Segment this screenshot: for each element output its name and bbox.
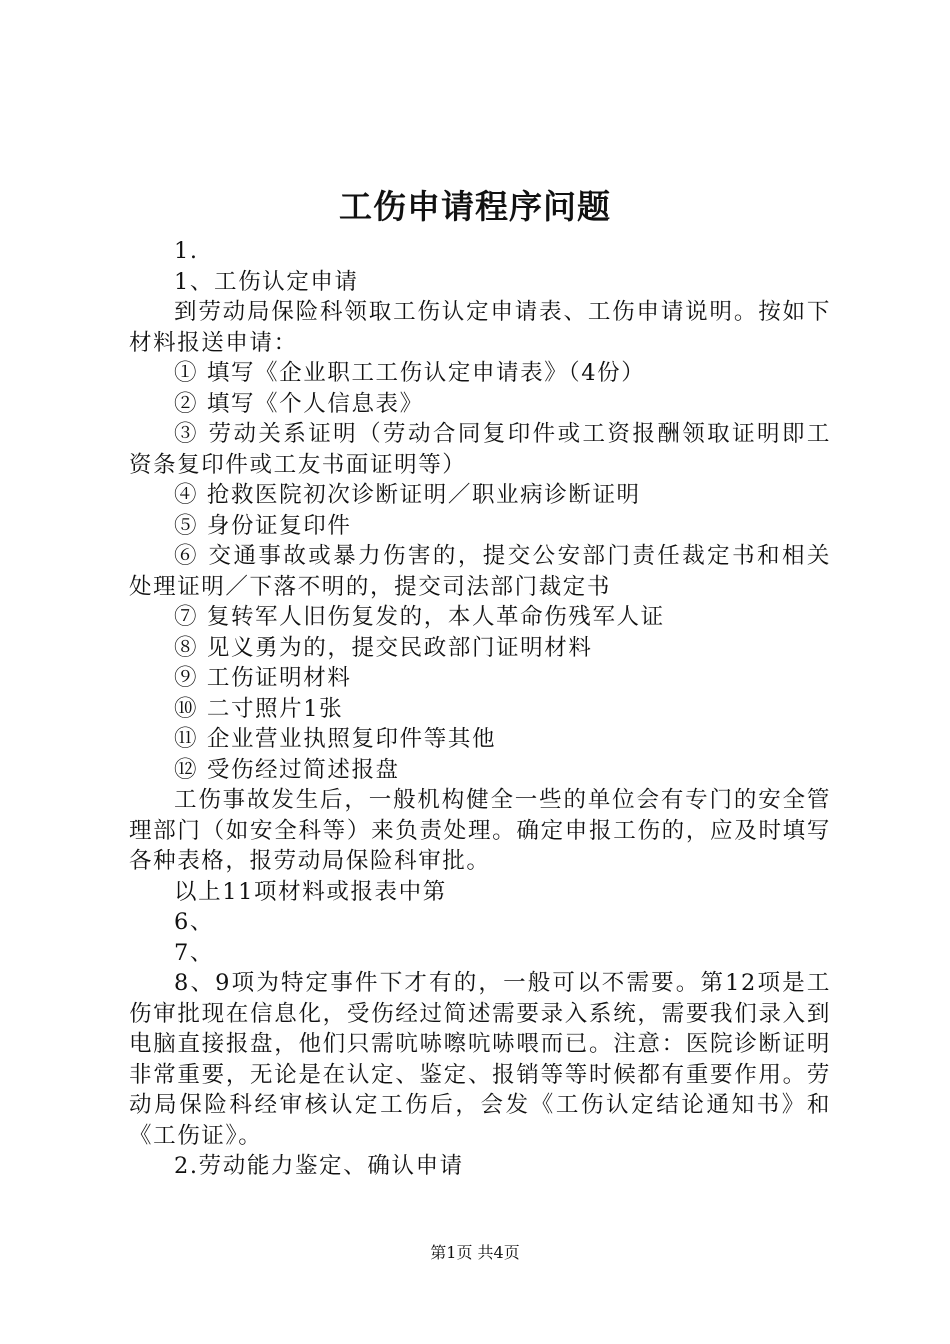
document-body — [129, 236, 831, 1182]
paragraph-2: 1、工伤认定申请 — [174, 268, 359, 295]
list-item-9: ⑨ 工伤证明材料 — [174, 665, 352, 691]
paragraph-6: 6、 — [174, 909, 215, 935]
paragraph-5: 以上11项材料或报表中第 — [174, 878, 447, 905]
list-item-10: ⑩ 二寸照片1张 — [174, 695, 344, 722]
list-item-3: ③ 劳动关系证明（劳动合同复印件或工资报酬领取证明即工资条复印件或工友书面证明等） — [129, 421, 831, 478]
list-item-1: ① 填写《企业职工工伤认定申请表》（4份） — [174, 360, 646, 386]
list-item-8: ⑧ 见义勇为的，提交民政部门证明材料 — [174, 634, 593, 661]
document-title: 工伤申请程序问题 — [339, 187, 611, 226]
list-item-11: ⑪ 企业营业执照复印件等其他 — [174, 726, 497, 752]
list-item-4: ④ 抢救医院初次诊断证明／职业病诊断证明 — [174, 482, 641, 508]
list-item-7: ⑦ 复转军人旧伤复发的，本人革命伤残军人证 — [174, 604, 665, 630]
paragraph-4: 工伤事故发生后，一般机构健全一些的单位会有专门的安全管理部门（如安全科等）来负责处理。确定申报工伤的，应及时填写各种表格，报劳动局保险科审批。 — [129, 787, 831, 874]
paragraph-3: 到劳动局保险科领取工伤认定申请表、工伤申请说明。按如下材料报送申请： — [129, 299, 831, 356]
list-item-2: ② 填写《个人信息表》 — [174, 390, 424, 417]
paragraph-8: 8、9项为特定事件下才有的，一般可以不需要。第12项是工伤审批现在信息化，受伤经过简述需要录入系统，需要我们录入到电脑直接报盘，他们只需吭哧嚓吭哧喂而已。注意：医院诊断证明非常重要，无论是在认定、鉴定、报销等等时候都有重要作用。劳动局保险科经审核认定工伤后，会发《工伤认定结论通知书》和《工伤证》。 — [129, 970, 831, 1149]
list-item-5: ⑤ 身份证复印件 — [174, 512, 352, 539]
list-item-12: ⑫ 受伤经过简述报盘 — [174, 756, 400, 783]
paragraph-7: 7、 — [174, 939, 215, 966]
paragraph-1: 1. — [174, 238, 199, 264]
list-item-6: ⑥ 交通事故或暴力伤害的，提交公安部门责任裁定书和相关处理证明／下落不明的，提交司法部门裁定书 — [129, 543, 831, 600]
page-number: 第1页 共4页 — [430, 1243, 520, 1262]
section-heading-2: 2.劳动能力鉴定、确认申请 — [174, 1153, 464, 1179]
